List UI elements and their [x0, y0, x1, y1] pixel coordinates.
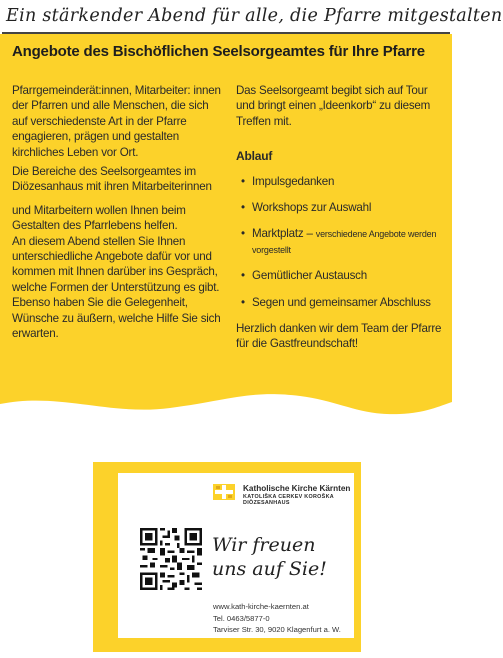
help-paragraph: und Mitarbeitern wollen Ihnen beim Gestalten des Pfarrlebens helfen. — [12, 203, 186, 233]
ablauf-item-label: Marktplatz – — [252, 227, 316, 241]
list-item — [236, 200, 446, 215]
ablauf-item-label: Segen und gemeinsamer Abschluss — [252, 295, 431, 309]
tagline-line: Wir freuen — [212, 534, 316, 556]
address: Tarviser Str. 30, 9020 Klagenfurt a. W. — [213, 625, 341, 635]
bullet-icon: • — [241, 269, 245, 283]
logo-name: Katholische Kirche Kärnten — [243, 484, 351, 493]
right-column — [236, 83, 446, 352]
ablauf-item-label: Gemütlicher Austausch — [252, 269, 368, 283]
ablauf-list — [236, 174, 446, 310]
list-item — [236, 268, 446, 283]
wave-divider — [0, 386, 452, 426]
tagline-line: uns auf Sie! — [212, 558, 327, 580]
evening-paragraph: An diesem Abend stellen Sie Ihnen unterschiedliche Angebote dafür vor und kommen mit Ihnen darüber ins Gespräch, welche Formen der Unterstützung es gibt. Ebenso haben Sie die Gelegenheit, Wünsche zu äußern, welche Hilfe Sie sich erwarten. — [12, 234, 221, 341]
qr-code-icon[interactable] — [140, 528, 202, 590]
logo-subtitle — [243, 494, 353, 507]
intro-paragraph: Pfarrgemeinderät:innen, Mitarbeiter: innen der Pfarren und alle Menschen, die sich auf verschiedenste Art in der Pfarre engagieren, prägen und gestalten kirchliches Leben vor Ort. — [12, 84, 221, 159]
ablauf-heading: Ablauf — [236, 149, 273, 164]
tour-paragraph: Das Seelsorgeamt begibt sich auf Tour und bringt einen „Ideenkorb“ zu diesem Treffen mit. — [236, 84, 431, 128]
list-item — [236, 295, 446, 310]
website-link[interactable]: www.kath-kirche-kaernten.at — [213, 602, 309, 611]
bullet-icon: • — [241, 295, 245, 309]
list-item — [236, 226, 446, 257]
bullet-icon: • — [241, 174, 245, 188]
ablauf-item-note: verschiedene Angebote werden vorgestellt — [252, 229, 437, 255]
bullet-icon: • — [241, 227, 245, 241]
left-column — [12, 83, 224, 346]
ablauf-item-label: Impulsgedanken — [252, 174, 335, 188]
logo-subtitle-line: DIÖZESANHAUS — [243, 500, 290, 507]
list-item — [236, 174, 446, 189]
thanks-paragraph: Herzlich danken wir dem Team der Pfarre für die Gastfreundschaft! — [236, 322, 442, 351]
headline: Ein stärkender Abend für alle, die Pfarre mitgestalten — [6, 6, 503, 26]
departments-paragraph: Die Bereiche des Seelsorgeamtes im Diözesanhaus mit ihren Mitarbeiterinnen — [12, 165, 212, 194]
contact-info — [213, 601, 353, 636]
phone-number: Tel. 0463/5877-0 — [213, 613, 270, 623]
panel-title: Angebote des Bischöflichen Seelsorgeamtes für Ihre Pfarre — [12, 43, 425, 60]
bullet-icon: • — [241, 201, 245, 215]
logo-subtitle-line: KATOLIŠKA CERKEV KOROŠKA — [243, 494, 334, 500]
tagline — [212, 533, 352, 581]
ablauf-item-label: Workshops zur Auswahl — [252, 201, 372, 215]
church-logo-icon — [213, 484, 235, 500]
